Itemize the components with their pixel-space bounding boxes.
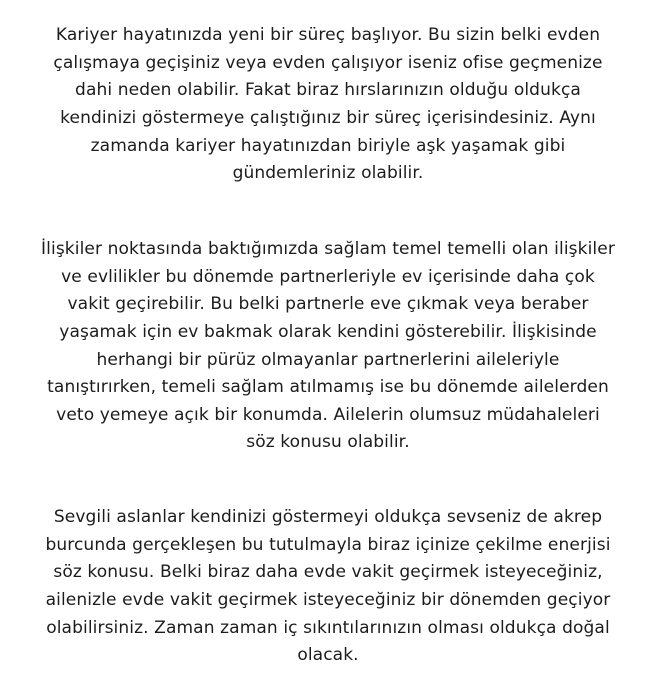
paragraph-leo [0,504,656,670]
text-line: Kariyer hayatınızda yeni bir süreç başlıyor. Bu sizin belki evden [55,25,601,46]
text-line: veto yemeye açık bir konumda. Ailelerin olumsuz müdahaleleri [56,404,600,425]
paragraph-career [0,22,656,188]
text-line: söz konusu. Belki biraz daha evde vakit geçirmek isteyeceğiniz, [53,562,603,583]
text-line: vakit geçirebilir. Bu belki partnerle eve çıkmak veya beraber [67,294,589,315]
paragraph-relationships [0,236,656,457]
text-line: ailenizle evde vakit geçirmek isteyeceğiniz bir dönemden geçiyor [45,589,611,610]
text-line: dahi neden olabilir. Fakat biraz hırslarınızın olduğu oldukça [75,80,581,101]
text-line: yaşamak için ev bakmak olarak kendini gösterebilir. İlişkisinde [59,321,597,342]
text-line: herhangi bir pürüz olmayanlar partnerlerini aileleriyle [96,349,560,370]
text-line: olabilirsiniz. Zaman zaman iç sıkıntılarınızın olması oldukça doğal [46,617,610,638]
text-line: zamanda kariyer hayatınızdan biriyle aşk yaşamak gibi [90,135,566,156]
text-line: söz konusu olabilir. [246,432,410,453]
text-line: gündemleriniz olabilir. [232,163,424,184]
text-line: Sevgili aslanlar kendinizi göstermeyi oldukça sevseniz de akrep [53,507,603,528]
text-line: olacak. [297,645,359,666]
text-line: çalışmaya geçişiniz veya evden çalışıyor iseniz ofise geçmenize [53,52,603,73]
text-line: burcunda gerçekleşen bu tutulmayla biraz içinize çekilme enerjisi [45,534,611,555]
text-line: ve evlilikler bu dönemde partnerleriyle ev içerisinde daha çok [61,266,595,287]
text-line: kendinizi göstermeye çalıştığınız bir süreç içerisindesiniz. Aynı [60,107,596,128]
text-line: tanıştırırken, temeli sağlam atılmamış ise bu dönemde ailelerden [47,377,609,398]
text-line: İlişkiler noktasında baktığımızda sağlam temel temelli olan ilişkiler [41,239,615,260]
